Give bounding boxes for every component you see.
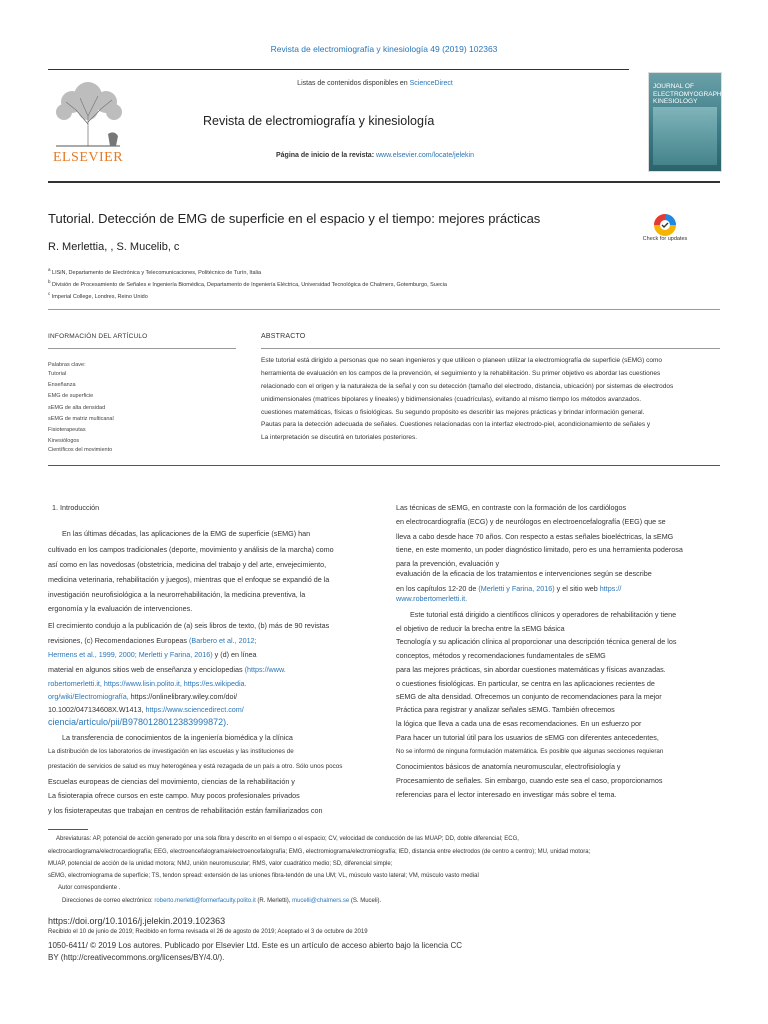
body-line: [48, 636, 257, 645]
abstract-line: cuestiones matemáticas, físicas o fisiológicas. Su segundo propósito es describir las mejores prácticas y brindar información general.: [261, 409, 645, 416]
citation-link[interactable]: Hermens et al., 1999, 2000; Merletti y Farina, 2016): [48, 650, 213, 659]
affiliation-rule: [48, 309, 720, 310]
body-line: o cuestiones fisiológicas. En particular, se centra en las aplicaciones recientes de: [396, 679, 655, 688]
email-line: [62, 898, 381, 904]
keyword[interactable]: sEMG de alta densidad: [48, 405, 106, 411]
body-line: el objetivo de reducir la brecha entre la sEMG básica: [396, 624, 565, 633]
journal-title: Revista de electromiografía y kinesiología: [203, 114, 435, 128]
homepage-label: Página de inicio de la revista:: [275, 152, 376, 159]
abstract-line: Este tutorial está dirigido a personas que no sean ingenieros y que utilicen o planeen utilizar la electromiografía de superficie (sEMG) como: [261, 357, 663, 364]
affiliation-text: Imperial College, Londres, Reino Unido: [51, 293, 148, 300]
header-rule: [48, 69, 629, 70]
footnote-line: Abreviaturas: AP, potencial de acción generado por una sola fibra y descrito en el tiempo o el espacio; CV, velocidad de conducción de las MUAP; DD, doble diferencial; ECG,: [56, 836, 519, 842]
article-info-heading: INFORMACIÓN DEL ARTÍCULO: [48, 333, 148, 340]
url-link[interactable]: org/wiki/Electromiografía,: [48, 692, 129, 701]
body-line: medicina veterinaria, rehabilitación y juegos), mientras que el enfoque se expandió de la: [48, 575, 330, 584]
cover-graphic: [653, 107, 717, 165]
body-text: en los capítulos 12-20 de: [396, 584, 479, 593]
abstract-line: Pautas para la detección adecuada de señales. Cuestiones relacionadas con la interfaz electrodo-piel, acondicionamiento de señales y: [261, 421, 651, 428]
body-line: [48, 665, 286, 674]
cover-title: JOURNAL OF ELECTROMYOGRAPHY KINESIOLOGY: [653, 83, 726, 105]
affiliation-mark: a: [48, 267, 51, 272]
body-line: En las últimas décadas, las aplicaciones de la EMG de superficie (sEMG) han: [62, 529, 311, 538]
affiliation-a: [48, 267, 261, 276]
url-link[interactable]: (https://www.: [244, 665, 286, 674]
body-line: [48, 679, 247, 688]
keyword[interactable]: Enseñanza: [48, 382, 76, 388]
keyword[interactable]: sEMG de matriz multicanal: [48, 416, 114, 422]
journal-reference[interactable]: Revista de electromiografía y kinesiología 49 (2019) 102363: [270, 44, 498, 54]
body-line: Para hacer un tutorial útil para los usuarios de sEMG con diferentes antecedentes,: [396, 733, 659, 742]
body-line: en electrocardiografía (ECG) y de neurólogos en electroencefalografía (EEG) que se: [396, 517, 666, 526]
body-line: Práctica para registrar y analizar señales sEMG. También ofrecemos: [396, 705, 615, 714]
journal-homepage: [130, 152, 620, 159]
affiliation-b: [48, 279, 447, 288]
header-bottom-rule: [48, 181, 720, 183]
footnote-line: MUAP, potencial de acción de la unidad motora; NMJ, unión neuromuscular; RMS, valor cuadrático medio; SD, diferencial simple;: [48, 861, 393, 867]
body-line: El crecimiento condujo a la publicación de (a) seis libros de texto, (b) más de 90 revistas: [48, 621, 330, 630]
body-line: Las técnicas de sEMG, en contraste con la formación de los cardiólogos: [396, 503, 627, 512]
body-line: Este tutorial está dirigido a científicos clínicos y operadores de rehabilitación y tiene: [410, 610, 677, 619]
body-line: La distribución de los laboratorios de investigación en las escuelas y las instituciones de: [48, 748, 294, 755]
email-link[interactable]: roberto.merletti@formerfaculty.polito.it: [154, 898, 256, 904]
body-line: tiene, en este momento, un poder diagnóstico limitado, pero es una herramienta poderosa: [396, 545, 683, 554]
abstract-line: unidimensionales (matrices bipolares y lineales) y bidimensionales (cuadrículas), evitando al mismo tiempo los métodos avanzados.: [261, 396, 642, 403]
body-line: [48, 705, 244, 714]
body-line: prestación de servicios de salud es muy heterogénea y está rezagada de un país a otro. Sólo unos pocos: [48, 763, 343, 770]
check-for-updates-label[interactable]: Check for updates: [642, 236, 688, 242]
body-line: conceptos, métodos y recomendaciones fundamentales de sEMG: [396, 651, 606, 660]
section-heading: 1. Introducción: [52, 503, 100, 512]
body-line: Tecnología y su aplicación clínica al proporcionar una descripción técnica general de los: [396, 637, 677, 646]
url-link[interactable]: robertomerletti.it, https://www.lisin.polito.it, https://es.wikipedia.: [48, 679, 247, 688]
abstract-line: La interpretación se discutirá en tutoriales posteriores.: [261, 434, 418, 441]
body-line: referencias para el lector interesado en investigar más sobre el tema.: [396, 790, 617, 799]
license-line: BY (http://creativecommons.org/licenses/BY/4.0/).: [48, 953, 225, 962]
contents-available: [130, 80, 620, 87]
body-line: para las mejores prácticas, sin abordar cuestiones matemáticas y físicas avanzadas.: [396, 665, 666, 674]
license-line: 1050-6411/ © 2019 Los autores. Publicado por Elsevier Ltd. Este es un artículo de acceso abierto bajo la licencia CC: [48, 941, 462, 950]
affiliation-mark: b: [48, 279, 51, 284]
abstract-heading: ABSTRACTO: [261, 333, 306, 340]
body-line: así como en las novedosas (obstetricia, medicina del trabajo y del arte, envejecimiento,: [48, 560, 327, 569]
keyword[interactable]: Tutorial: [48, 371, 67, 377]
body-text: 10.1002/047134608X.W1413,: [48, 705, 146, 714]
corresponding-author-note: Autor correspondiente .: [58, 885, 121, 891]
abstract-line: herramienta de evaluación en los campos de la prevención, el seguimiento y la rehabilitación. Su primer objetivo es abordar las cuestiones: [261, 370, 661, 377]
check-for-updates-icon[interactable]: [650, 212, 680, 250]
citation-link[interactable]: (Merletti y Farina, 2016): [478, 584, 555, 593]
affiliation-text: División de Procesamiento de Señales e Ingeniería Biomédica, Departamento de Ingeniería Eléctrica, Universidad Tecnológica de Chalmers, Gotemburgo, Suecia: [52, 281, 447, 288]
doi-link[interactable]: https://doi.org/10.1016/j.jelekin.2019.102363: [48, 916, 226, 926]
affiliation-text: LISiN, Departamento de Electrónica y Telecomunicaciones, Politécnico de Turín, Italia: [52, 269, 262, 276]
homepage-link[interactable]: www.elsevier.com/locate/jelekin: [375, 152, 475, 159]
email-owner: (R. Merletti),: [255, 898, 293, 904]
contents-text: Listas de contenidos disponibles en: [297, 80, 410, 87]
journal-cover-image[interactable]: [648, 72, 726, 172]
author-list[interactable]: R. Merlettia, , S. Mucelib, c: [48, 241, 180, 253]
body-text: y (d) en línea: [212, 650, 257, 659]
body-line: No se informó de ninguna formulación matemática. Es posible que algunas secciones requieran: [396, 748, 664, 755]
sciencedirect-link[interactable]: ScienceDirect: [409, 80, 453, 87]
citation-link[interactable]: (Barbero et al., 2012;: [189, 636, 257, 645]
keyword[interactable]: Científicos del movimiento: [48, 447, 113, 453]
body-line: La transferencia de conocimientos de la ingeniería biomédica y la clínica: [62, 733, 293, 742]
received-dates: Recibido el 10 de junio de 2019; Recibido en forma revisada el 26 de agosto de 2019; Aceptado el 3 de octubre de 2019: [48, 929, 368, 935]
footnote-line: sEMG, electromiograma de superficie; TS, tendon spread: extensión de las uniones fibra-tendón de una UM; VL, músculo vasto lateral; VM, músculo vasto medial: [48, 873, 479, 879]
info-rule: [48, 348, 236, 349]
body-text: https://onlinelibrary.wiley.com/doi/: [128, 692, 238, 701]
url-link[interactable]: ciencia/artículo/pii/B9780128012383999872).: [48, 717, 229, 727]
body-line: sEMG de alta densidad. Ofrecemos un conjunto de recomendaciones para la mejor: [396, 692, 662, 701]
body-line: cultivado en los campos tradicionales (deporte, movimiento y análisis de la marcha) como: [48, 545, 334, 554]
body-text: y el sitio web: [554, 584, 600, 593]
body-line: [396, 594, 467, 603]
url-link[interactable]: www.robertomerletti.it.: [396, 594, 468, 603]
body-line: [48, 650, 257, 659]
article-title: Tutorial. Detección de EMG de superficie en el espacio y el tiempo: mejores prácticas: [48, 211, 541, 226]
affiliation-c: [48, 291, 148, 300]
url-link[interactable]: https://: [599, 584, 622, 593]
keyword[interactable]: Kinesiólogos: [48, 438, 80, 444]
body-line: y los fisioterapeutas que trabajan en centros de rehabilitación están familiarizados con: [48, 806, 323, 815]
footnote-rule: [48, 829, 88, 830]
body-text: material en algunos sitios web de enseñanza y enciclopedias: [48, 665, 245, 674]
body-line: lleva a cabo desde hace 70 años. Con respecto a estas señales bioeléctricas, la sEMG: [396, 532, 674, 541]
body-line: investigación neurofisiológica a la neurorrehabilitación, la medicina preventiva, la: [48, 590, 306, 599]
body-line: la lógica que lleva a cada una de esas recomendaciones. En un esfuerzo por: [396, 719, 642, 728]
abstract-line: relacionado con el origen y la naturaleza de la señal y con su detección (tamaño del electrodo, distancia, ubicación) por sistemas de electrodos: [261, 383, 674, 390]
keyword[interactable]: Fisioterapeutas: [48, 427, 86, 433]
footnote-line: electrocardiograma/electrocardiografía; EEG, electroencefalograma/electroencefalografía; EMG, electromiograma/electromiografía; IED, distancia entre electrodos (de centro a centro); MU, unidad motora;: [48, 849, 591, 855]
body-line: La fisioterapia ofrece cursos en este campo. Muy pocos profesionales privados: [48, 791, 300, 800]
body-line: Procesamiento de señales. Sin embargo, cuando este sea el caso, proporcionamos: [396, 776, 663, 785]
abstract-bottom-rule: [48, 465, 720, 466]
body-line: [396, 584, 621, 593]
email-link[interactable]: mucelli@chalmers.se: [292, 898, 350, 904]
affiliation-mark: c: [48, 291, 51, 296]
elsevier-wordmark: ELSEVIER: [52, 150, 124, 165]
body-line: para la prevención, evaluación y: [396, 559, 500, 568]
body-line: evaluación de la eficacia de los tratamientos e intervenciones según se describe: [396, 569, 652, 578]
email-owner: (S. Muceli).: [349, 898, 382, 904]
email-label: Direcciones de correo electrónico:: [62, 898, 155, 904]
body-text: revisiones, (c) Recomendaciones Europeas: [48, 636, 190, 645]
body-line: Conocimientos básicos de anatomía neuromuscular, electrofisiología y: [396, 762, 621, 771]
abstract-rule: [261, 348, 720, 349]
body-line: [48, 692, 237, 701]
body-line: Escuelas europeas de ciencias del movimiento, ciencias de la rehabilitación y: [48, 777, 295, 786]
keywords-heading: Palabras clave:: [48, 362, 86, 368]
url-link[interactable]: https://www.sciencedirect.com/: [145, 705, 244, 714]
keyword[interactable]: EMG de superficie: [48, 393, 94, 399]
body-line: [48, 717, 229, 727]
body-line: ergonomía y la evaluación de intervenciones.: [48, 604, 193, 613]
